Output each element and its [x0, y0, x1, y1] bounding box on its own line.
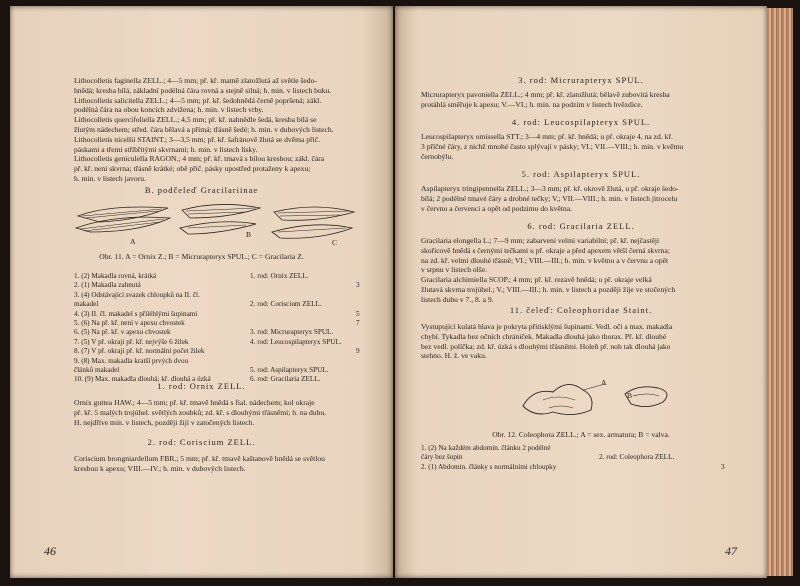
subfamily-heading: B. podčeleď Gracilariinae	[144, 185, 259, 195]
figure-11-caption: Obr. 11. A = Ornix Z.; B = Micrurapteryx SPUL.; C = Gracilaria Z.	[99, 252, 304, 261]
figure-12-caption: Obr. 12. Coleophora ZELL.; A = sex. armatura; B = valva.	[492, 430, 670, 439]
species-text-line: černobýlu.	[421, 151, 454, 161]
family-text-line: stehno. H. ž. ve vaku.	[421, 351, 487, 361]
family-heading: 11. čeleď: Coleophoridae Staint.	[509, 305, 653, 315]
species-text-line: př. kř. není skvrna; třásně krátké; obě přič. pásky upostřed protaženy k apexu;	[74, 164, 311, 174]
species-text-line: H. nejdříve min. v listech, později žijí v zatočených listech.	[74, 417, 255, 427]
key-entry: makadel	[74, 300, 99, 309]
key-target: 3. rod: Micrurapteryx SPUL.	[250, 328, 334, 337]
species-text-line: Ornix guttea HAW.; 4—5 mm; př. kř. tmavě hnědá s fial. nádechem; kol okraje	[74, 398, 315, 407]
key-entry: 9. (8) Max. makadla kratší prvých dvou	[74, 356, 189, 365]
key-entry: 5. (6) Na př. kř. není v apexu chvostek	[74, 319, 185, 327]
right-page	[395, 6, 767, 578]
key-entry: 1. (2) Makadla rovná, krátká	[74, 272, 157, 280]
key-target: 4. rod: Leucospilapteryx SPUL.	[250, 337, 342, 346]
species-text-line: žlutavá skvrna trojúhel.; V.; VIII.—III.; h. min. v listech a později žije ve stočených	[421, 285, 676, 294]
species-text-line: Gracilaria alchimiella SCOP.; 4 mm; př. kř. rezavě hnědá; u př. okraje velká	[421, 275, 652, 285]
left-page	[10, 6, 393, 578]
page-number: 46	[44, 544, 56, 558]
species-text-line: h. min. v listech javoru.	[74, 174, 146, 183]
species-text-line: páskami a třemi stříbřitými skvrnami; h. min. v listech lísky.	[74, 144, 258, 154]
figure-label: B	[627, 391, 633, 400]
key-entry: 2. (1) Makadla zahnutá	[74, 281, 141, 290]
family-text-line: bez vedl. políčka; zd. kř. úzká s dlouhými třásněmi. Holeň př. noh tak dlouhá jako	[421, 341, 671, 351]
key-entry: 10. (9) Max. makadla dlouhá; kř. dlouhá a úzká	[74, 375, 211, 384]
species-text-line: př. kř. 5 malých trojúhel. světlých zoubků; zd. kř. s dlouhými třásněmi; h. na dubu.	[74, 407, 327, 417]
figure-label: C	[332, 238, 338, 247]
genus-heading: 3. rod: Micrurapteryx SPUL.	[518, 75, 644, 85]
key-target: 9	[356, 347, 360, 356]
species-text-line: listech dubu v 7., 8. a 9.	[421, 294, 494, 304]
key-target: 3	[721, 462, 725, 471]
key-entry: 4. (3) II. čl. makadel s přiléhlými šupinami	[74, 309, 198, 318]
figure-label: B	[246, 230, 252, 239]
key-target: 2. rod: Coleophora ZELL.	[599, 453, 675, 462]
species-text-line: bílá; 2 podélné tmavé čáry a drobné tečky; V.; VII.—VIII.; h. min. v listech jitrocelu	[421, 193, 678, 203]
species-text-line: žlutým nádechem; střed. čára bělavá a přímá; třásně šedé; h. min. v dubových listech.	[74, 125, 334, 134]
page-number: 47	[725, 544, 737, 558]
species-text-line: Leucospilapteryx omissella STT.; 3—4 mm; př. kř. hnědá; u př. okraje 4, na zd. kř.	[421, 132, 673, 141]
key-entry: 3. (4) Odstávající svazek chloupků na II. čl.	[74, 290, 200, 299]
genus-heading: 2. rod: Coriscium ZELL.	[147, 437, 256, 447]
key-entry: článků makadel	[74, 366, 120, 374]
species-text-line: Lithocolletis quercifoliella ZELL.; 4,5 mm; př. kř. nahnědle šedá, kresba bílá se	[74, 115, 317, 125]
key-target: 6. rod: Gracilaria ZELL.	[250, 375, 321, 384]
key-entry: 2. (1) Abdomin. články s normálními chloupky	[421, 462, 557, 471]
key-target: 1. rod: Ornix ZELL.	[250, 272, 309, 280]
key-entry: 1. (2) Na každém abdomin. článku 2 podélné	[421, 444, 551, 452]
species-text-line: Lithocolletis faginella ZELL.; 4—5 mm; př. kř. matně zlatožlutá až světle šedo-	[74, 76, 317, 85]
species-text-line: hnědá; kresba bílá, základní podélná čára rovná a stejně silná; h. min. v listech buku.	[74, 85, 332, 95]
figure-11-wing-drawings	[70, 198, 360, 246]
species-text-line: kresbou k apexu; VIII.—IV.; h. min. v dubových listech.	[74, 463, 246, 473]
genus-heading: 6. rod: Gracilaria ZELL.	[527, 221, 635, 231]
genus-heading: 5. rod: Aspilapteryx SPUL.	[521, 169, 641, 179]
species-text-line: podélná čára na obou koncích zdvižena; h. min. v listech vrby.	[74, 105, 264, 115]
species-text-line: Lithocolletis nicellii STAINT.; 3—3,5 mm; př. kř. šafránově žlutá se dvěma přič.	[74, 134, 320, 144]
species-text-line: Micrurapteryx pavoniella ZELL.; 4 mm; př. kř. zlatožlutá; bělavě zubovitá kresba	[421, 90, 670, 99]
genus-heading: 1. rod: Ornix ZELL.	[157, 381, 246, 391]
species-text-line: Lithocolletis salicitella ZELL.; 4—5 mm; př. kř. šedohnědá černě popršená; zákl.	[74, 95, 322, 105]
figure-label: A	[130, 237, 136, 246]
figure-12-drawings	[513, 366, 683, 422]
key-target: 5	[356, 309, 360, 318]
key-entry: 7. (5) V př. okraji př. kř. nejvýše 6 žilek	[74, 337, 189, 346]
species-text-line: Gracilaria elongella L.; 7—9 mm; zabarvení velmi variabilní; př. kř. nejčastěji	[421, 236, 660, 245]
key-entry: 6. (5) Na př. kř. v apexu chvostek	[74, 328, 171, 337]
key-target: 5. rod: Aspilapteryx SPUL.	[250, 366, 329, 374]
species-text-line: v srpnu v listech olše.	[421, 265, 488, 275]
key-target: 3	[356, 281, 360, 290]
species-text-line: 3 příčné čáry, z nichž mnohé často splývají v pásky; VI.; VII.—VIII.; h. min. v květnu	[421, 141, 684, 151]
species-text-line: Aspilapteryx tringipennella ZELL.; 3—3 mm; př. kř. okrově žlutá, u př. okraje šedo-	[421, 184, 679, 193]
species-text-line: protáhlá směřuje k apexu; V.—VI.; h. min. na podzim v listech hvězdice.	[421, 99, 643, 109]
key-entry: 8. (7) V př. okraji př. kř. normální počet žilek	[74, 347, 205, 356]
species-text-line: skořicově hnědá s černými tečkami u př. okraje a před apexem větší černá skvrna;	[421, 245, 670, 255]
family-text-line: Vystupující kulatá hlava je pokryta přitisklými šupinami. Vedl. oči a max. makadla	[421, 322, 673, 331]
key-target: 2. rod: Coriscium ZELL.	[250, 300, 322, 309]
genus-heading: 4. rod: Leucospilapteryx SPUL.	[511, 117, 651, 127]
species-text-line: Lithocolletis geniculella RAGON.; 4 mm; př. kř. tmavá s bílou kresbou; zákl. čára	[74, 154, 325, 164]
book-page-edges	[767, 8, 793, 576]
key-target: 7	[356, 319, 360, 327]
species-text-line: v červnu a červenci a opět od podzimu do května.	[421, 203, 572, 213]
figure-label: A	[601, 378, 607, 387]
species-text-line: na zd. kř. velmi dlouhé třásně; VI.; VIII.—III.; h. min. v květnu a v červnu a opět	[421, 255, 669, 265]
family-text-line: chybí. Tykadla bez očních chrániček. Makadla dlouhá jako thorax. Př. kř. dlouhé	[421, 331, 667, 341]
key-entry: čáry bez šupin	[421, 453, 463, 462]
species-text-line: Coriscium brongniardellum FBR.; 5 mm; př. kř. tmavě kaštanově hnědá se světlou	[74, 454, 325, 463]
